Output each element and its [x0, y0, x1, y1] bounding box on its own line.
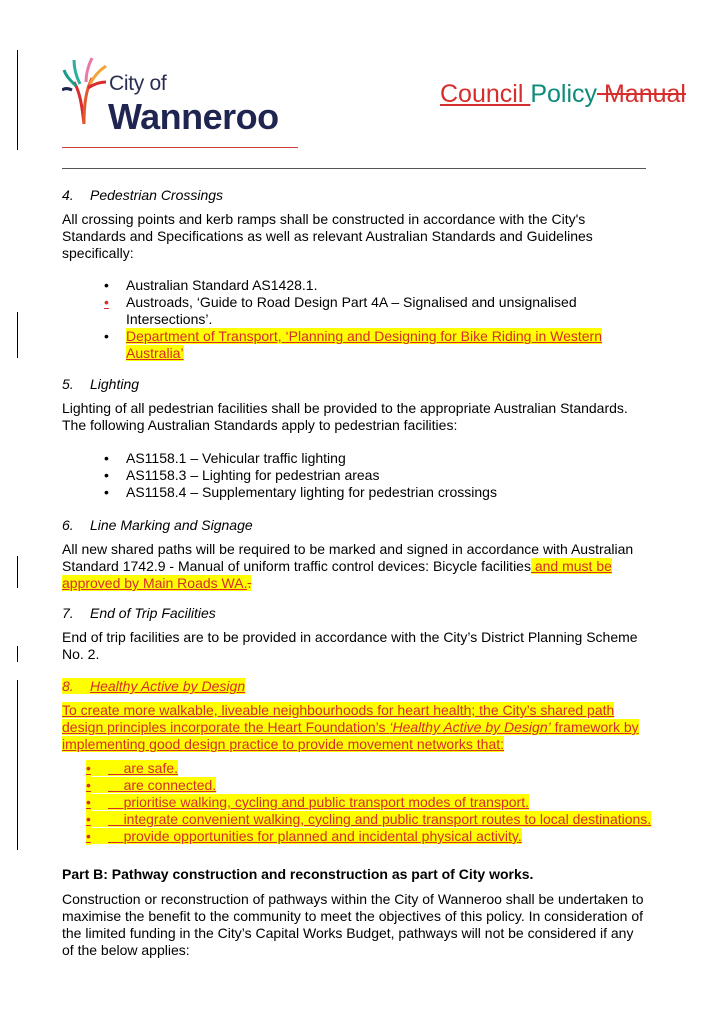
logo-underline [62, 147, 298, 148]
body-line: the limited funding in the City’s Capital Works Budget, pathways will not be considered if any [62, 925, 634, 941]
list-item: • are safe. [86, 760, 179, 776]
bullet-icon: • [86, 760, 91, 776]
list-item: • prioritise walking, cycling and public transport modes of transport. [86, 794, 529, 810]
body-line: End of trip facilities are to be provided in accordance with the City’s District Planning Scheme [62, 629, 638, 645]
list-item: • Department of Transport, ‘Planning and Designing for Bike Riding in Western [104, 328, 602, 344]
change-bar [17, 646, 18, 662]
body-line: All new shared paths will be required to be marked and signed in accordance with Australian [62, 541, 634, 557]
section-body [62, 541, 646, 592]
bullet-list [100, 277, 640, 362]
section-number: 6. [62, 517, 74, 533]
list-item-continuation: Intersections’. [126, 311, 213, 327]
list-item-continuation: Australia’ [126, 345, 184, 361]
body-line: specifically: [62, 245, 134, 261]
body-line: maximise the benefit to the community to meet the objectives of this policy. In consideration of [62, 908, 644, 924]
section-title: Line Marking and Signage [90, 517, 253, 533]
bullet-icon: • [104, 277, 109, 293]
section-body [62, 400, 646, 434]
section-number: 7. [62, 605, 74, 621]
bullet-icon: • [104, 467, 109, 483]
body-line: Standard 1742.9 - Manual of uniform traffic control devices: Bicycle facilities and must be [62, 558, 612, 574]
title-inserted-text: Council [440, 80, 531, 108]
city-logo [62, 54, 302, 149]
logo-text-city: City of [109, 72, 167, 95]
change-bar [17, 312, 18, 358]
body-line: No. 2. [62, 646, 100, 662]
section-body [62, 702, 646, 753]
section-heading [62, 678, 245, 694]
document-title [440, 80, 706, 109]
list-item: • AS1158.1 – Vehicular traffic lighting [104, 450, 346, 466]
bullet-icon: • [86, 794, 91, 810]
section-heading [62, 517, 253, 533]
section-title: Lighting [90, 376, 140, 392]
body-line: To create more walkable, liveable neighbourhoods for heart health; the City’s shared path [62, 702, 615, 718]
section-title: Healthy Active by Design [90, 678, 246, 694]
list-item: • provide opportunities for planned and incidental physical activity. [86, 828, 522, 844]
inserted-text: approved by Main Roads WA. [62, 575, 248, 591]
section-number: 4. [62, 187, 74, 203]
title-deleted-text: Manual [597, 80, 686, 108]
section-number: 5. [62, 376, 74, 392]
section-body [62, 211, 646, 262]
part-b-heading: Part B: Pathway construction and reconstruction as part of City works. [62, 866, 534, 882]
list-item: • AS1158.4 – Supplementary lighting for pedestrian crossings [104, 484, 497, 500]
logo-mark-icon [62, 56, 108, 126]
header-rule [62, 168, 646, 169]
list-item: • Austroads, ‘Guide to Road Design Part 4A – Signalised and unsignalised [104, 294, 577, 310]
body-line: Standards and Specifications as well as relevant Australian Standards and Guidelines [62, 228, 593, 244]
bullet-icon: • [86, 811, 91, 827]
title-kept-text: Policy [530, 80, 598, 108]
section-heading [62, 187, 223, 203]
bullet-icon: • [86, 777, 91, 793]
bullet-icon: • [104, 294, 109, 310]
section-title: Pedestrian Crossings [90, 187, 224, 203]
bullet-list [62, 760, 652, 845]
body-line: All crossing points and kerb ramps shall be constructed in accordance with the City's [62, 211, 586, 227]
bullet-icon: • [104, 450, 109, 466]
bullet-icon: • [104, 328, 109, 344]
logo-text-wanneroo: Wanneroo [108, 96, 279, 137]
bullet-list [100, 450, 640, 501]
body-line [62, 575, 646, 592]
body-line: Lighting of all pedestrian facilities shall be provided to the appropriate Australian Standards. [62, 400, 628, 416]
inserted-text: and must be [530, 558, 612, 574]
body-line: The following Australian Standards apply to pedestrian facilities: [62, 417, 458, 433]
section-body [62, 629, 646, 663]
body-line: design principles incorporate the Heart Foundation’s ‘Healthy Active by Design’ framework by [62, 719, 639, 735]
body-line: of the below applies: [62, 942, 190, 958]
list-item: • integrate convenient walking, cycling and public transport routes to local destinations. [86, 811, 652, 827]
section-heading [62, 376, 139, 392]
section-body [62, 891, 646, 959]
change-bar [17, 50, 18, 150]
section-title: End of Trip Facilities [90, 605, 216, 621]
bullet-icon: • [86, 828, 91, 844]
list-item: • are connected. [86, 777, 217, 793]
body-line: implementing good design practice to provide movement networks that: [62, 736, 505, 752]
change-bar [17, 680, 18, 850]
body-line: Construction or reconstruction of pathways within the City of Wanneroo shall be undertaken to [62, 891, 644, 907]
deleted-text: . [247, 575, 252, 591]
section-heading [62, 605, 216, 621]
list-item: • AS1158.3 – Lighting for pedestrian areas [104, 467, 380, 483]
list-item: • Australian Standard AS1428.1. [104, 277, 318, 293]
section-number: 8. [62, 678, 74, 694]
change-bar [17, 556, 18, 588]
bullet-icon: • [104, 484, 109, 500]
